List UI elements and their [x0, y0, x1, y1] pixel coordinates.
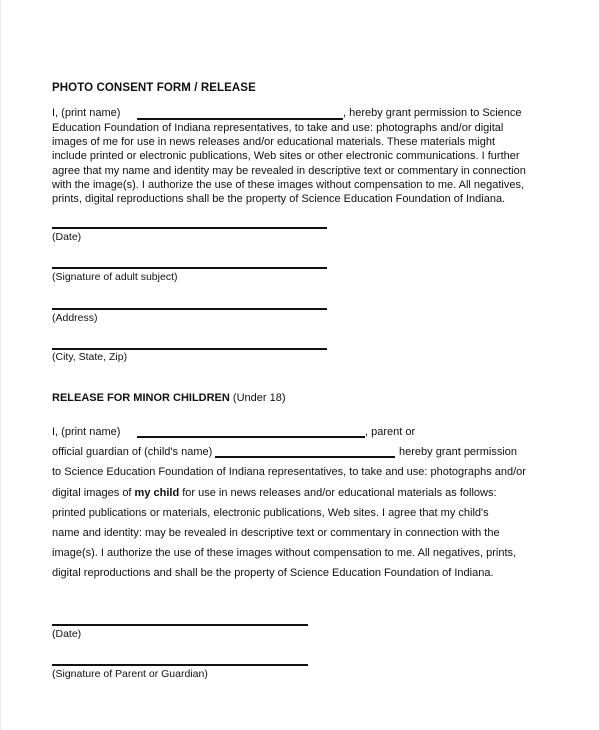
minor-line8: digital reproductions and shall be the property of Science Education Foundation of Indiana. — [52, 567, 494, 579]
minor-date-line[interactable] — [52, 624, 308, 626]
minor-line4 — [52, 487, 497, 499]
minor-line4-pre: digital images of — [52, 487, 135, 499]
city-state-zip-line[interactable] — [52, 348, 327, 350]
city-state-zip-label: (City, State, Zip) — [52, 351, 128, 363]
intro-lead: I, (print name) — [52, 107, 121, 119]
intro-line1-tail: , hereby grant permission to Science — [343, 107, 522, 119]
minor-heading-note: (Under 18) — [229, 392, 286, 404]
intro-line: prints, digital reproductions shall be the property of Science Education Foundation of Indiana. — [52, 193, 506, 206]
minor-line1-lead: I, (print name) — [52, 426, 121, 438]
signature-line[interactable] — [52, 267, 327, 269]
date-line[interactable] — [52, 227, 327, 229]
minor-heading-bold: RELEASE FOR MINOR CHILDREN — [52, 392, 230, 404]
minor-line3: to Science Education Foundation of Indiana representatives, to take and use: photographs and/or — [52, 466, 526, 478]
address-line[interactable] — [52, 308, 327, 310]
minor-line4-post: for use in news releases and/or educational materials as follows: — [179, 487, 497, 499]
intro-line: with the image(s). I authorize the use of these images without compensation to me. All negatives, — [52, 178, 525, 191]
intro-line: images of me for use in news releases and/or educational materials. These materials might — [52, 136, 496, 149]
minor-line4-bold: my child — [134, 487, 180, 499]
intro-line: Education Foundation of Indiana representatives, to take and use: photographs and/or digital — [52, 122, 504, 134]
form-title: PHOTO CONSENT FORM / RELEASE — [52, 82, 256, 94]
minor-line2-lead: official guardian of (child's name) — [52, 446, 213, 458]
minor-line7: image(s). I authorize the use of these images without compensation to me. All negatives, prints, — [52, 547, 517, 559]
intro-line: agree that my name and identity may be revealed in descriptive text or commentary in connection — [52, 164, 526, 177]
intro-paragraph — [52, 121, 526, 206]
minor-heading — [52, 392, 285, 404]
signature-label: (Signature of adult subject) — [52, 271, 178, 283]
guardian-signature-line[interactable] — [52, 664, 308, 666]
minor-line6: name and identity: may be revealed in descriptive text or commentary in connection with the — [52, 527, 500, 539]
address-label: (Address) — [52, 312, 98, 324]
minor-line5: printed publications or materials, electronic publications, Web sites. I agree that my child's — [52, 507, 489, 519]
minor-date-label: (Date) — [52, 628, 82, 640]
minor-print-name-line[interactable] — [137, 436, 365, 438]
intro-line: include printed or electronic publications, Web sites or other electronic communications. I further — [52, 150, 520, 163]
child-name-line[interactable] — [215, 456, 395, 458]
minor-line2-tail: hereby grant permission — [399, 446, 518, 458]
minor-line1-tail: , parent or — [365, 426, 416, 438]
date-label: (Date) — [52, 231, 82, 243]
print-name-line[interactable] — [137, 118, 343, 120]
guardian-signature-label: (Signature of Parent or Guardian) — [52, 668, 208, 680]
